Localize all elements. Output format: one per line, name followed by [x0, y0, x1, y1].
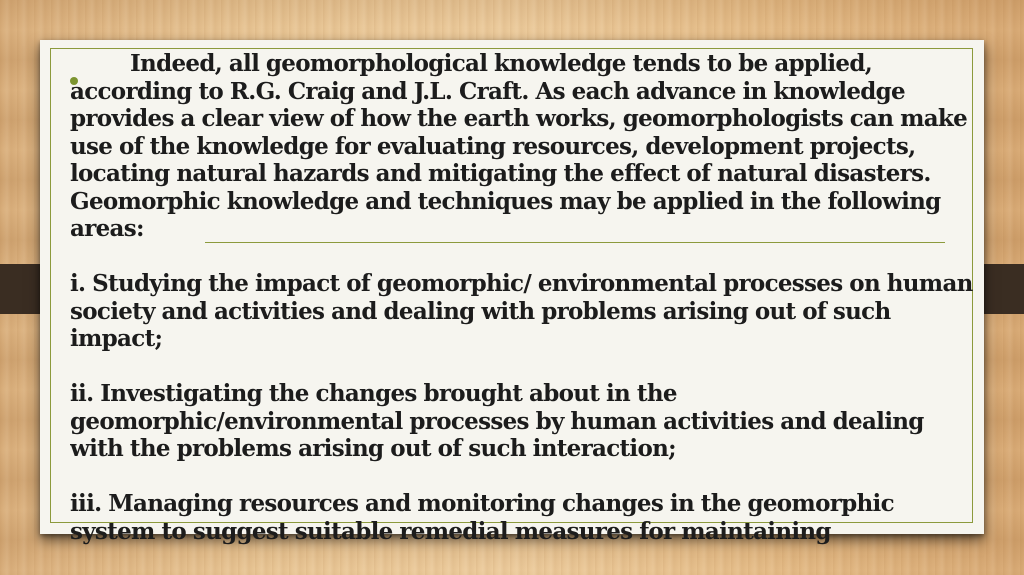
- list-item-3: iii. Managing resources and monitoring changes in the geomorphic system to suggest suitable remedial measures for maintaining: [70, 490, 894, 545]
- paragraph-gap: [70, 463, 975, 491]
- paragraph-gap: [70, 353, 975, 381]
- areas-heading: Geomorphic knowledge and techniques may be applied in the following areas:: [70, 187, 941, 242]
- list-item-1: i. Studying the impact of geomorphic/ environmental processes on human society and activities and dealing with problems arising out of such impact;: [70, 270, 973, 352]
- list-item-2: ii. Investigating the changes brought about in the geomorphic/environmental processes by human activities and dealing with the problems arising out of such interaction;: [70, 380, 924, 462]
- paragraph-gap: [70, 243, 975, 271]
- slide-text-body: [70, 50, 975, 575]
- intro-paragraph: Indeed, all geomorphological knowledge tends to be applied, according to R.G. Craig and J.L. Craft. As each advance in knowledge provides a clear view of how the earth works, geomorphologists can make use of the knowledge for evaluating resources, development projects, locating natural hazards and mitigating the effect of natural disasters.: [70, 50, 968, 187]
